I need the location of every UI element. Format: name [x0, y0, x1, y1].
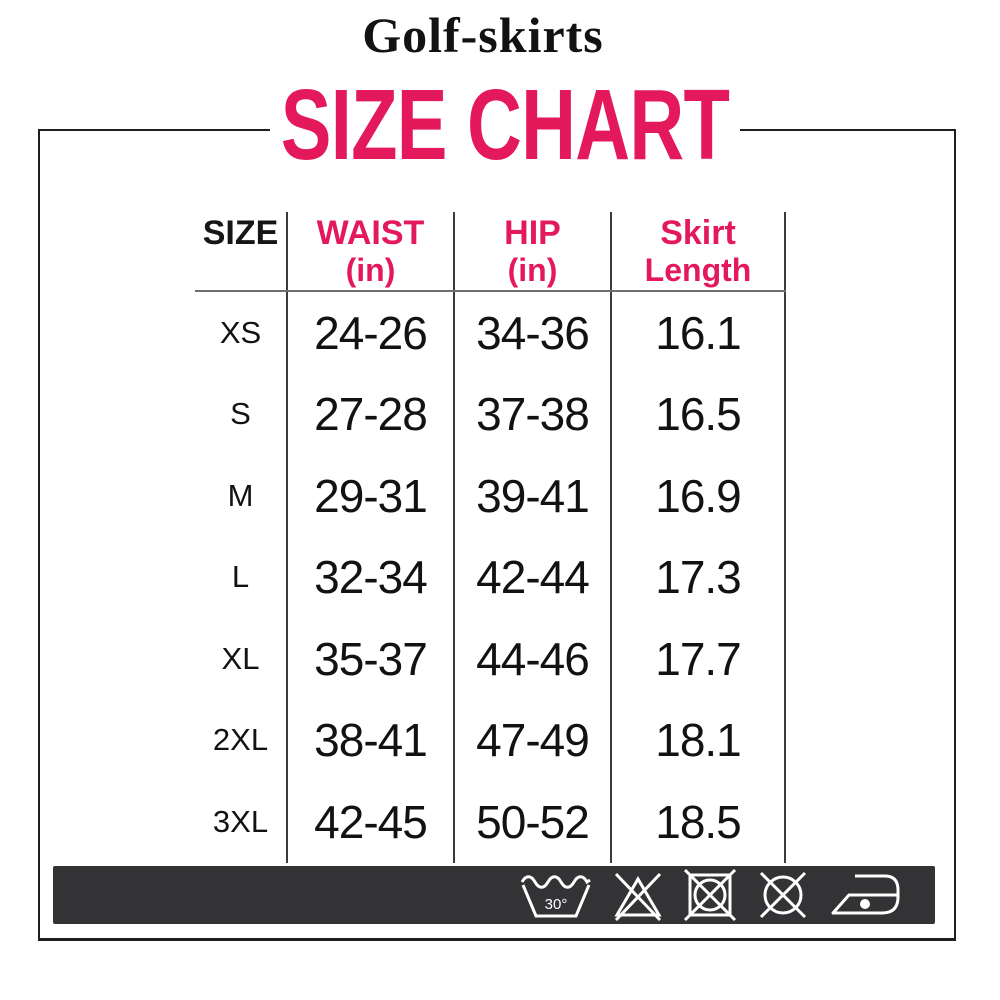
waist-value: 42-45 [286, 781, 453, 863]
waist-value: 24-26 [286, 292, 453, 374]
length-value: 18.5 [610, 781, 786, 863]
size-label: S [230, 396, 251, 432]
length-value: 16.1 [610, 292, 786, 374]
length-value: 17.7 [610, 618, 786, 700]
hip-value: 50-52 [453, 781, 610, 863]
waist-value: 27-28 [286, 374, 453, 456]
size-label: L [231, 559, 250, 595]
wash-30-icon [519, 869, 593, 921]
size-label: XS [219, 314, 262, 350]
table-header-row [195, 212, 786, 292]
waist-value: 38-41 [286, 700, 453, 782]
waist-value: 35-37 [286, 618, 453, 700]
table-row-2xl [195, 700, 786, 782]
column-header-hip: HIP (in) [453, 212, 610, 290]
brand-title: Golf-skirts [362, 7, 604, 63]
table-row-m [195, 455, 786, 537]
wash-temp-label: 30° [544, 896, 568, 913]
column-header-waist: WAIST (in) [286, 212, 453, 290]
length-value: 16.9 [610, 455, 786, 537]
table-row-l [195, 537, 786, 619]
page-title [270, 69, 740, 181]
size-label: M [227, 477, 254, 513]
length-value: 17.3 [610, 537, 786, 619]
do-not-dry-clean-icon [755, 868, 811, 922]
iron-low-icon [829, 869, 901, 921]
size-label: XL [221, 640, 260, 676]
hip-value: 34-36 [453, 292, 610, 374]
column-header-size: SIZE [202, 213, 279, 252]
hip-value: 39-41 [453, 455, 610, 537]
hip-value: 47-49 [453, 700, 610, 782]
size-label: 3XL [212, 803, 269, 839]
waist-value: 29-31 [286, 455, 453, 537]
column-header-skirt-length: Skirt Length [610, 212, 786, 290]
hip-value: 37-38 [453, 374, 610, 456]
length-value: 16.5 [610, 374, 786, 456]
do-not-tumble-dry-icon [683, 868, 737, 922]
table-row-xl [195, 618, 786, 700]
waist-value: 32-34 [286, 537, 453, 619]
care-instructions-bar [53, 866, 935, 924]
hip-value: 42-44 [453, 537, 610, 619]
size-table [195, 212, 786, 863]
table-row-s [195, 374, 786, 456]
do-not-bleach-icon [611, 868, 665, 922]
table-row-xs [195, 292, 786, 374]
length-value: 18.1 [610, 700, 786, 782]
hip-value: 44-46 [453, 618, 610, 700]
size-label: 2XL [212, 722, 269, 758]
page-title-text: SIZE CHART [280, 69, 730, 181]
table-row-3xl [195, 781, 786, 863]
